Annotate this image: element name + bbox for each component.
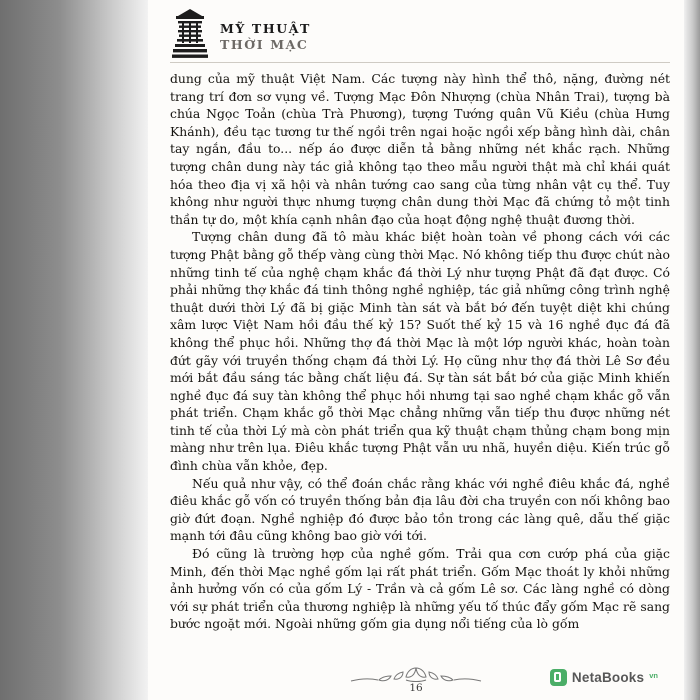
header-divider — [170, 62, 670, 63]
watermark-text: NetaBooks — [571, 670, 645, 685]
paragraph: dung của mỹ thuật Việt Nam. Các tượng này hình thể thô, nặng, đường nét trang trí đơn sơ vụng về. Tượng Mạc Đôn Nhượng (chùa Nhân Trai), tượng bà chúa Ngọc Toản (chùa Trà Phương), tượng Tướng quân Vũ Kiều (chùa Hưng Khánh), đều tạc tương tư thế ngồi trên ngai hoặc ngồi xếp bằng hình dài, chân tay ngắn, đầu to... nếp áo được diễn tả bằng những nét khắc rạch. Những tượng chân dung này tác giả không tạo theo mẫu người thật mà chỉ khái quát hóa theo địa vị xã hội và nhân tướng cao sang của từng nhân vật cụ thể. Tuy không như người thực nhưng tượng chân dung thời Mạc đã chứng tỏ một tinh thần tự do, một khía cạnh nhân đạo của hoạt động nghệ thuật đương thời. — [170, 71, 670, 227]
lotus-ornament-icon — [341, 664, 491, 684]
book-title-line1: MỸ THUẬT — [220, 21, 311, 37]
netabooks-book-icon — [550, 669, 567, 686]
book-title-line2: THỜI MẠC — [220, 37, 309, 52]
page-left-edge-shadow — [0, 0, 148, 700]
paragraph: Đó cũng là trường hợp của nghề gốm. Trải qua cơn cướp phá của giặc Minh, đến thời Mạc nghề gốm lại rất phát triển. Gốm Mạc thoát ly khỏi những ảnh hưởng vốn có của gốm Lý - Trần và cả gốm Lê sơ. Các làng nghề có dòng với sự phát triển của thương nghiệp là những yếu tố thúc đẩy gốm Mạc rẽ sang bước ngoặt mới. Ngoài những gốm gia dụng nổi tiếng của lò gốm — [170, 546, 670, 632]
temple-crest-icon — [170, 8, 210, 60]
page-header — [170, 8, 311, 60]
header-titles — [220, 15, 311, 52]
page-footer — [148, 654, 684, 700]
paragraph: Tượng chân dung đã tô màu khác biệt hoàn toàn về phong cách với các tượng Phật bằng gỗ thếp vàng cùng thời Mạc. Nó không tiếp thu được chút nào những tinh tế của nghệ chạm khắc đá thời Lý như tượng Phật đã đạt được. Có phải những thợ khắc đá tinh thông nghề nghiệp, tác giả những công trình nghệ thuật dưới thời Lý đã bị giặc Minh tàn sát và bắt bớ đến tuyệt diệt khi chúng xâm lược Việt Nam hồi đầu thế kỷ 15? Suốt thế kỷ 15 và 16 nghề đục đá đã không thể phục hồi. Những thợ đá thời Mạc là một lớp người khác, hoàn toàn đứt gãy với truyền thống chạm đá thời Lý. Họ cũng như thợ đá thời Lê Sơ đều mới bắt đầu sáng tác bằng chất liệu đá. Sự tàn sát bắt bớ của giặc Minh khiến nghề đục đá suy tàn không thể phục hồi nhưng tại sao nghề chạm khắc gỗ vẫn phát triển. Chạm khắc gỗ thời Mạc chẳng những vẫn tiếp thu được những nét tinh tế của thời Lý mà còn phát triển qua kỹ thuật chạm thủng chạm bong mịn màng như trên lụa. Điêu khắc tượng Phật vẫn ưu nhã, huyền diệu. Kiến trúc gỗ đình chùa vẫn khỏe, đẹp. — [170, 229, 670, 474]
watermark — [550, 669, 658, 686]
page-number: 16 — [409, 682, 423, 694]
page-body-text — [170, 70, 670, 633]
watermark-suffix: vn — [649, 671, 658, 680]
paragraph: Nếu quả như vậy, có thể đoán chắc rằng khác với nghề điêu khắc đá, nghề điêu khắc gỗ vốn có truyền thống bản địa lâu đời cha truyền con nối không bao giờ đứt đoạn. Nghề nghiệp đó được bảo tồn trong các làng quê, dẫu thế giặc mạnh tới đâu cũng không bao giờ với tới. — [170, 475, 670, 544]
page-right-edge-shadow — [684, 0, 700, 700]
